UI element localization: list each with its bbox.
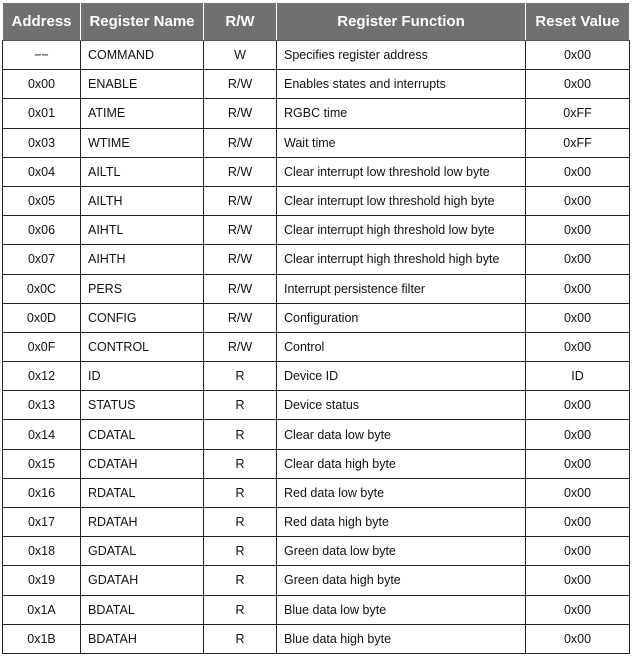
- register-function-cell: Interrupt persistence filter: [277, 274, 526, 303]
- register-function-cell: RGBC time: [277, 99, 526, 128]
- register-function-cell: Specifies register address: [277, 41, 526, 70]
- address-cell: 0x0D: [3, 303, 81, 332]
- table-row: [3, 508, 630, 537]
- register-function-cell: Blue data low byte: [277, 595, 526, 624]
- register-table-container: [2, 2, 629, 654]
- register-name-cell: RDATAH: [81, 508, 204, 537]
- table-row: [3, 624, 630, 653]
- header-row: [3, 3, 630, 41]
- address-cell: 0x0F: [3, 332, 81, 361]
- reset-value-cell: 0x00: [526, 303, 630, 332]
- table-row: [3, 332, 630, 361]
- rw-cell: R: [204, 362, 277, 391]
- rw-cell: W: [204, 41, 277, 70]
- register-name-cell: GDATAH: [81, 566, 204, 595]
- register-name-cell: BDATAL: [81, 595, 204, 624]
- rw-cell: R/W: [204, 186, 277, 215]
- register-name-cell: GDATAL: [81, 537, 204, 566]
- address-cell: 0x19: [3, 566, 81, 595]
- address-cell: 0x16: [3, 478, 81, 507]
- register-name-cell: AILTH: [81, 186, 204, 215]
- rw-cell: R/W: [204, 245, 277, 274]
- reset-value-cell: 0x00: [526, 186, 630, 215]
- table-row: [3, 128, 630, 157]
- register-name-cell: ATIME: [81, 99, 204, 128]
- table-row: [3, 41, 630, 70]
- register-function-cell: Clear data high byte: [277, 449, 526, 478]
- register-function-cell: Clear interrupt low threshold low byte: [277, 157, 526, 186]
- register-table: [2, 2, 630, 654]
- rw-cell: R/W: [204, 216, 277, 245]
- register-function-cell: Green data high byte: [277, 566, 526, 595]
- address-cell: 0x18: [3, 537, 81, 566]
- reset-value-cell: 0x00: [526, 157, 630, 186]
- register-name-cell: CDATAH: [81, 449, 204, 478]
- register-name-cell: CDATAL: [81, 420, 204, 449]
- register-function-cell: Enables states and interrupts: [277, 70, 526, 99]
- header-address: Address: [3, 3, 81, 41]
- rw-cell: R/W: [204, 99, 277, 128]
- reset-value-cell: 0x00: [526, 537, 630, 566]
- reset-value-cell: 0x00: [526, 595, 630, 624]
- register-name-cell: AIHTH: [81, 245, 204, 274]
- register-name-cell: RDATAL: [81, 478, 204, 507]
- address-cell: 0x00: [3, 70, 81, 99]
- reset-value-cell: 0x00: [526, 216, 630, 245]
- header-reset-value: Reset Value: [526, 3, 630, 41]
- register-function-cell: Clear data low byte: [277, 420, 526, 449]
- table-row: [3, 449, 630, 478]
- table-row: [3, 70, 630, 99]
- register-function-cell: Red data high byte: [277, 508, 526, 537]
- address-cell: 0x0C: [3, 274, 81, 303]
- register-function-cell: Green data low byte: [277, 537, 526, 566]
- register-name-cell: STATUS: [81, 391, 204, 420]
- rw-cell: R: [204, 391, 277, 420]
- reset-value-cell: 0xFF: [526, 99, 630, 128]
- address-cell: 0x05: [3, 186, 81, 215]
- header-rw: R/W: [204, 3, 277, 41]
- register-function-cell: Clear interrupt high threshold low byte: [277, 216, 526, 245]
- register-function-cell: Wait time: [277, 128, 526, 157]
- header-register-name: Register Name: [81, 3, 204, 41]
- table-body: [3, 41, 630, 654]
- address-cell: 0x01: [3, 99, 81, 128]
- register-function-cell: Configuration: [277, 303, 526, 332]
- reset-value-cell: 0x00: [526, 420, 630, 449]
- register-name-cell: ENABLE: [81, 70, 204, 99]
- register-name-cell: AIHTL: [81, 216, 204, 245]
- address-cell: 0x13: [3, 391, 81, 420]
- table-row: [3, 157, 630, 186]
- rw-cell: R: [204, 508, 277, 537]
- rw-cell: R: [204, 624, 277, 653]
- rw-cell: R/W: [204, 332, 277, 361]
- register-name-cell: WTIME: [81, 128, 204, 157]
- reset-value-cell: 0x00: [526, 391, 630, 420]
- register-function-cell: Control: [277, 332, 526, 361]
- register-name-cell: ID: [81, 362, 204, 391]
- register-function-cell: Blue data high byte: [277, 624, 526, 653]
- register-name-cell: PERS: [81, 274, 204, 303]
- table-row: [3, 245, 630, 274]
- reset-value-cell: 0x00: [526, 332, 630, 361]
- address-cell: 0x06: [3, 216, 81, 245]
- register-name-cell: AILTL: [81, 157, 204, 186]
- table-row: [3, 362, 630, 391]
- reset-value-cell: 0x00: [526, 274, 630, 303]
- table-row: [3, 186, 630, 215]
- reset-value-cell: 0x00: [526, 624, 630, 653]
- table-row: [3, 303, 630, 332]
- register-function-cell: Clear interrupt high threshold high byte: [277, 245, 526, 274]
- table-row: [3, 391, 630, 420]
- register-function-cell: Device status: [277, 391, 526, 420]
- reset-value-cell: 0xFF: [526, 128, 630, 157]
- register-function-cell: Clear interrupt low threshold high byte: [277, 186, 526, 215]
- table-row: [3, 566, 630, 595]
- address-cell: 0x12: [3, 362, 81, 391]
- address-cell: −−: [3, 41, 81, 70]
- address-cell: 0x14: [3, 420, 81, 449]
- rw-cell: R: [204, 566, 277, 595]
- table-row: [3, 274, 630, 303]
- rw-cell: R: [204, 595, 277, 624]
- address-cell: 0x1B: [3, 624, 81, 653]
- reset-value-cell: ID: [526, 362, 630, 391]
- rw-cell: R/W: [204, 274, 277, 303]
- reset-value-cell: 0x00: [526, 566, 630, 595]
- reset-value-cell: 0x00: [526, 449, 630, 478]
- table-row: [3, 478, 630, 507]
- rw-cell: R: [204, 420, 277, 449]
- rw-cell: R: [204, 478, 277, 507]
- table-row: [3, 216, 630, 245]
- table-row: [3, 595, 630, 624]
- register-function-cell: Red data low byte: [277, 478, 526, 507]
- rw-cell: R/W: [204, 303, 277, 332]
- rw-cell: R/W: [204, 128, 277, 157]
- reset-value-cell: 0x00: [526, 478, 630, 507]
- address-cell: 0x17: [3, 508, 81, 537]
- address-cell: 0x15: [3, 449, 81, 478]
- rw-cell: R/W: [204, 70, 277, 99]
- header-register-function: Register Function: [277, 3, 526, 41]
- table-row: [3, 537, 630, 566]
- register-name-cell: CONFIG: [81, 303, 204, 332]
- table-row: [3, 99, 630, 128]
- rw-cell: R: [204, 537, 277, 566]
- register-name-cell: BDATAH: [81, 624, 204, 653]
- address-cell: 0x1A: [3, 595, 81, 624]
- register-name-cell: CONTROL: [81, 332, 204, 361]
- address-cell: 0x04: [3, 157, 81, 186]
- register-function-cell: Device ID: [277, 362, 526, 391]
- rw-cell: R/W: [204, 157, 277, 186]
- reset-value-cell: 0x00: [526, 41, 630, 70]
- reset-value-cell: 0x00: [526, 245, 630, 274]
- register-name-cell: COMMAND: [81, 41, 204, 70]
- reset-value-cell: 0x00: [526, 508, 630, 537]
- reset-value-cell: 0x00: [526, 70, 630, 99]
- address-cell: 0x03: [3, 128, 81, 157]
- rw-cell: R: [204, 449, 277, 478]
- table-row: [3, 420, 630, 449]
- address-cell: 0x07: [3, 245, 81, 274]
